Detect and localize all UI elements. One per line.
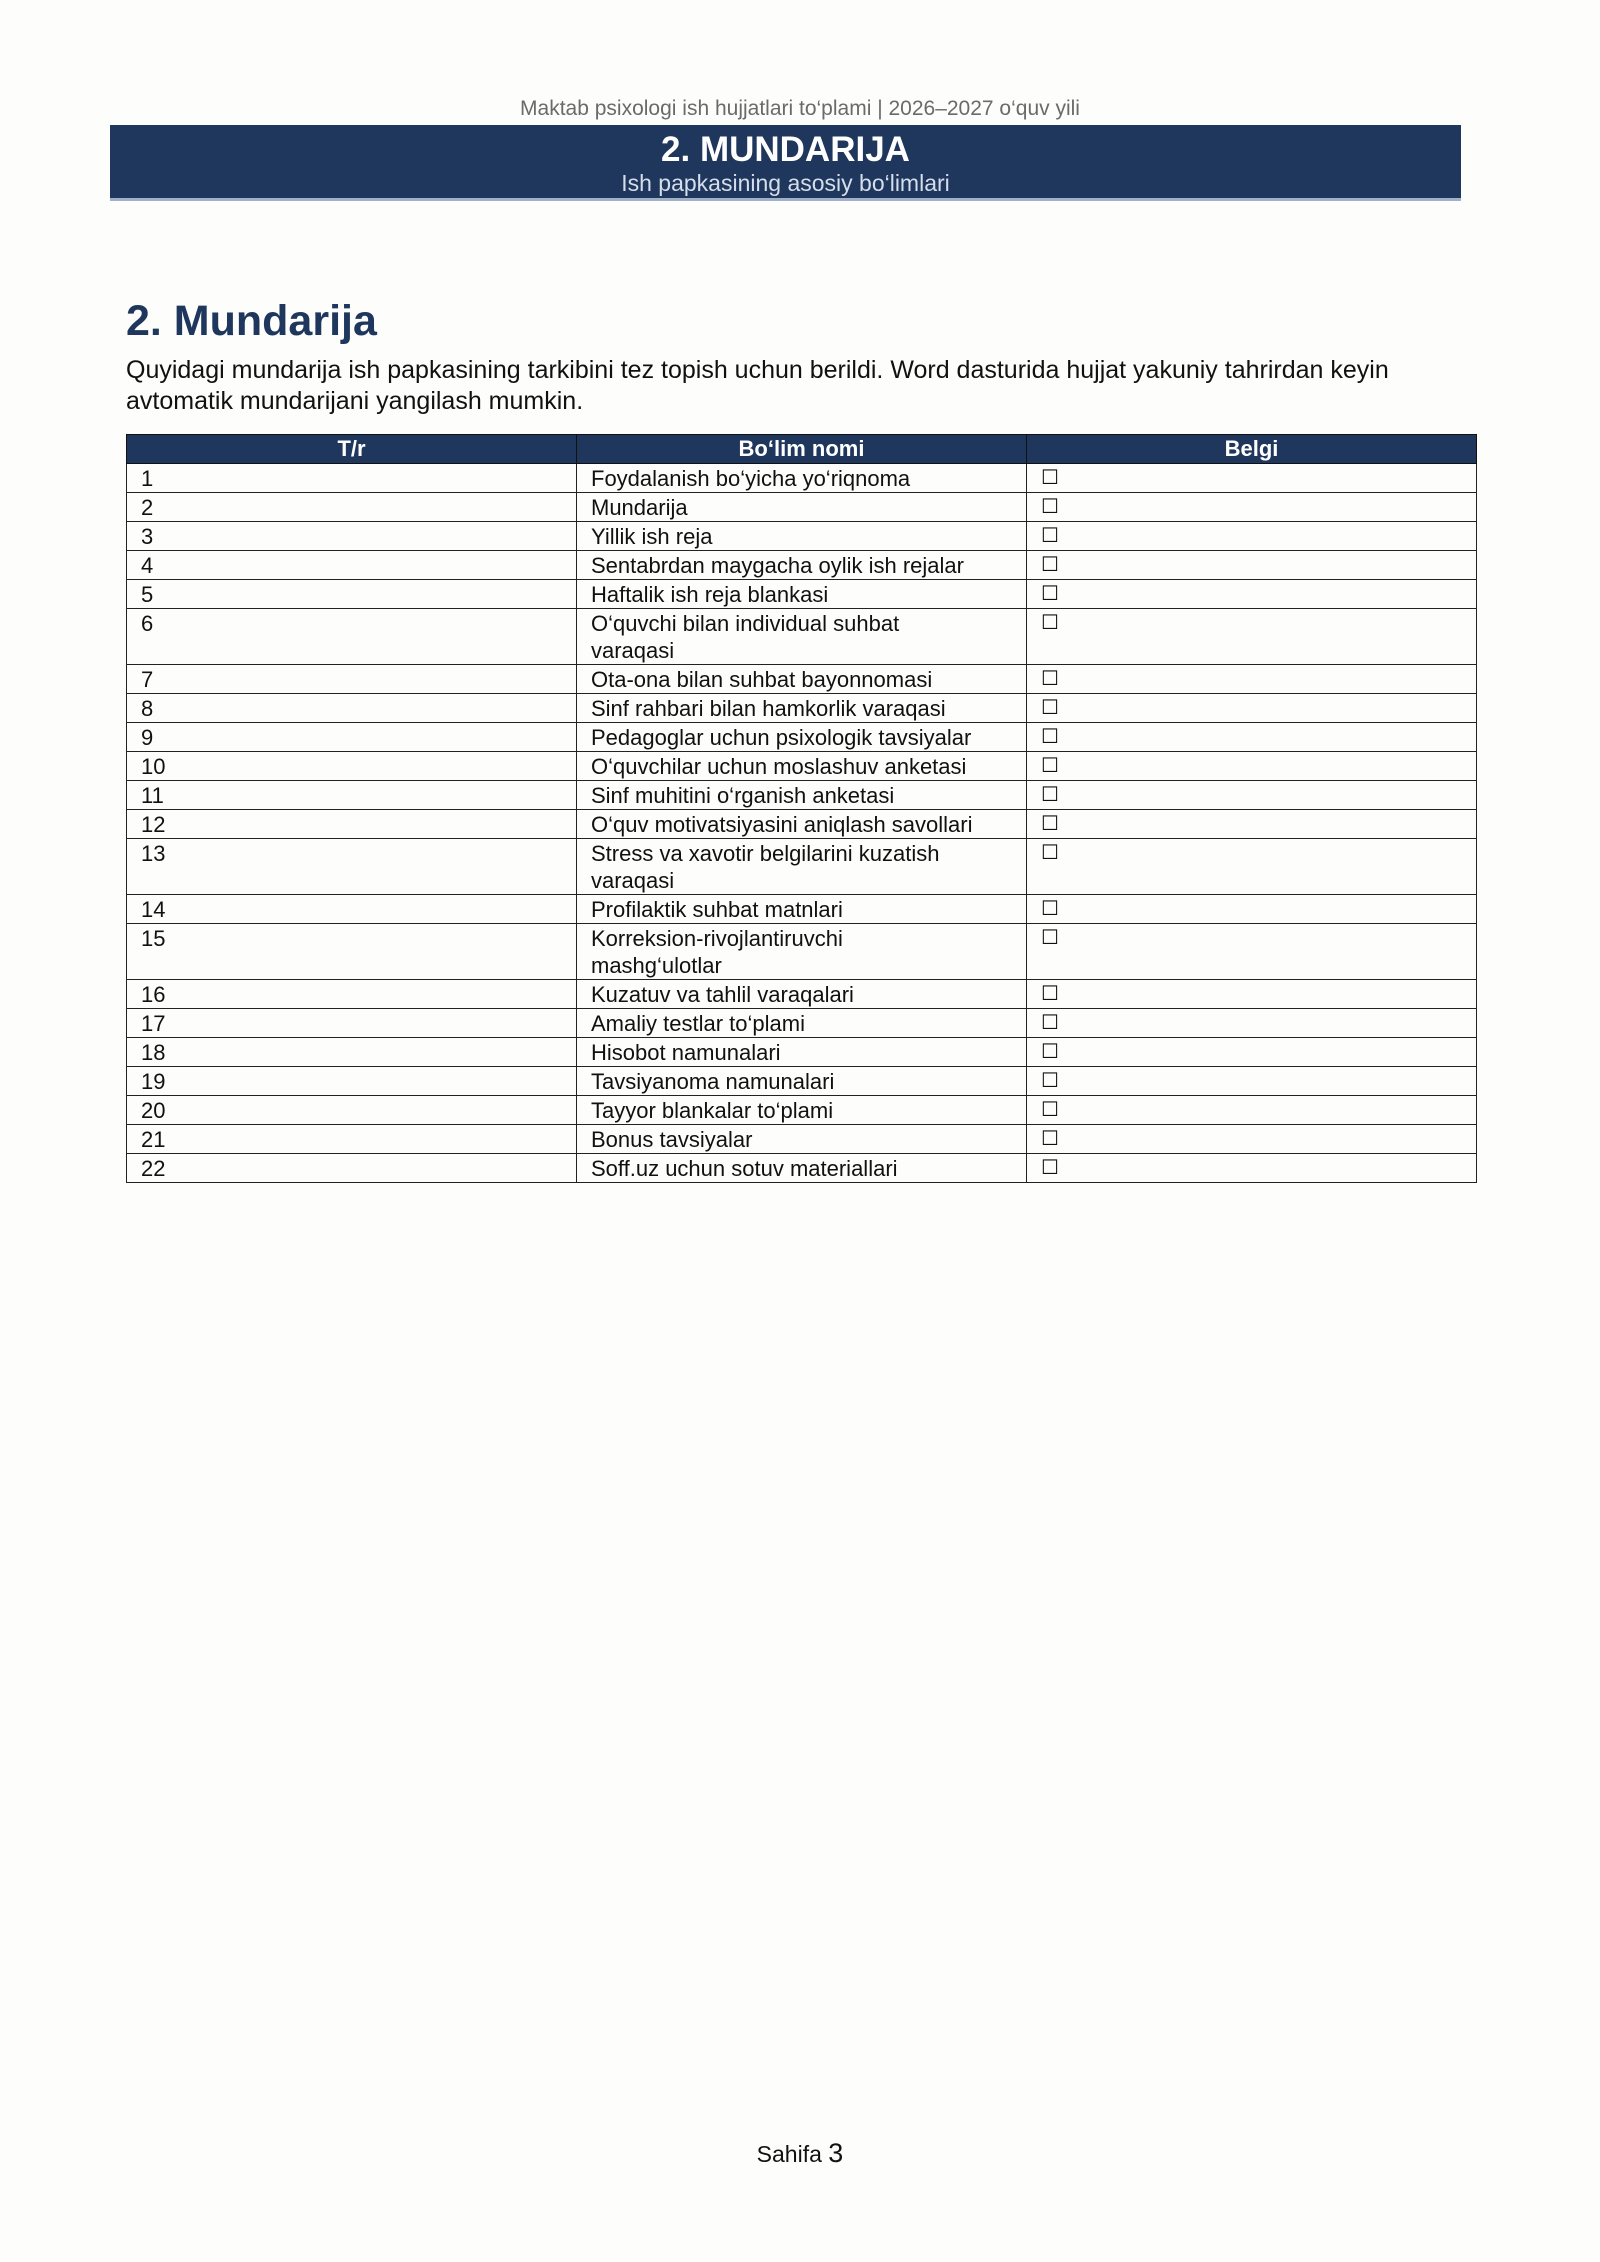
table-row bbox=[127, 551, 1477, 580]
row-number: 1 bbox=[127, 464, 577, 493]
table-row bbox=[127, 1009, 1477, 1038]
row-checkbox[interactable]: ☐ bbox=[1027, 781, 1477, 810]
row-number: 17 bbox=[127, 1009, 577, 1038]
column-header-mark: Belgi bbox=[1027, 435, 1477, 464]
page-number: 3 bbox=[828, 2138, 844, 2168]
table-row bbox=[127, 694, 1477, 723]
row-number: 9 bbox=[127, 723, 577, 752]
row-checkbox[interactable]: ☐ bbox=[1027, 1125, 1477, 1154]
chapter-banner bbox=[110, 125, 1461, 201]
intro-paragraph: Quyidagi mundarija ish papkasining tarkibini tez topish uchun berildi. Word dasturida hujjat yakuniy tahrirdan keyin avtomatik mundarijani yangilash mumkin. bbox=[126, 356, 1389, 415]
row-section-name: Stress va xavotir belgilarini kuzatish varaqasi bbox=[577, 839, 1027, 895]
row-section-name: Mundarija bbox=[577, 493, 1027, 522]
table-row bbox=[127, 1125, 1477, 1154]
row-number: 2 bbox=[127, 493, 577, 522]
row-section-name: Bonus tavsiyalar bbox=[577, 1125, 1027, 1154]
row-section-name: O‘quv motivatsiyasini aniqlash savollari bbox=[577, 810, 1027, 839]
row-number: 11 bbox=[127, 781, 577, 810]
table-row bbox=[127, 665, 1477, 694]
table-row bbox=[127, 580, 1477, 609]
row-number: 20 bbox=[127, 1096, 577, 1125]
column-header-section: Bo‘lim nomi bbox=[577, 435, 1027, 464]
row-checkbox[interactable]: ☐ bbox=[1027, 839, 1477, 895]
row-number: 14 bbox=[127, 895, 577, 924]
row-section-name: Soff.uz uchun sotuv materiallari bbox=[577, 1154, 1027, 1183]
row-section-name: Sinf rahbari bilan hamkorlik varaqasi bbox=[577, 694, 1027, 723]
row-section-name: Sinf muhitini o‘rganish anketasi bbox=[577, 781, 1027, 810]
row-number: 10 bbox=[127, 752, 577, 781]
row-checkbox[interactable]: ☐ bbox=[1027, 810, 1477, 839]
table-row bbox=[127, 1096, 1477, 1125]
row-section-name: Ota-ona bilan suhbat bayonnomasi bbox=[577, 665, 1027, 694]
row-section-name: O‘quvchilar uchun moslashuv anketasi bbox=[577, 752, 1027, 781]
row-number: 22 bbox=[127, 1154, 577, 1183]
row-section-name: Korreksion-rivojlantiruvchi mashg‘ulotlar bbox=[577, 924, 1027, 980]
row-checkbox[interactable]: ☐ bbox=[1027, 1009, 1477, 1038]
row-number: 21 bbox=[127, 1125, 577, 1154]
row-number: 3 bbox=[127, 522, 577, 551]
row-checkbox[interactable]: ☐ bbox=[1027, 551, 1477, 580]
row-checkbox[interactable]: ☐ bbox=[1027, 609, 1477, 665]
row-section-name: Tavsiyanoma namunalari bbox=[577, 1067, 1027, 1096]
row-checkbox[interactable]: ☐ bbox=[1027, 980, 1477, 1009]
row-checkbox[interactable]: ☐ bbox=[1027, 493, 1477, 522]
table-row bbox=[127, 1154, 1477, 1183]
table-row bbox=[127, 810, 1477, 839]
row-number: 15 bbox=[127, 924, 577, 980]
row-section-name: Haftalik ish reja blankasi bbox=[577, 580, 1027, 609]
row-number: 12 bbox=[127, 810, 577, 839]
row-checkbox[interactable]: ☐ bbox=[1027, 723, 1477, 752]
table-row bbox=[127, 895, 1477, 924]
row-checkbox[interactable]: ☐ bbox=[1027, 665, 1477, 694]
banner-title: 2. MUNDARIJA bbox=[661, 130, 910, 169]
row-checkbox[interactable]: ☐ bbox=[1027, 924, 1477, 980]
row-checkbox[interactable]: ☐ bbox=[1027, 694, 1477, 723]
row-checkbox[interactable]: ☐ bbox=[1027, 1038, 1477, 1067]
row-section-name: O‘quvchi bilan individual suhbat varaqasi bbox=[577, 609, 1027, 665]
row-number: 13 bbox=[127, 839, 577, 895]
table-row bbox=[127, 980, 1477, 1009]
banner-subtitle: Ish papkasining asosiy bo‘limlari bbox=[621, 170, 950, 196]
row-checkbox[interactable]: ☐ bbox=[1027, 464, 1477, 493]
table-row bbox=[127, 839, 1477, 895]
row-number: 6 bbox=[127, 609, 577, 665]
row-checkbox[interactable]: ☐ bbox=[1027, 580, 1477, 609]
table-row bbox=[127, 1067, 1477, 1096]
row-section-name: Sentabrdan maygacha oylik ish rejalar bbox=[577, 551, 1027, 580]
row-section-name: Profilaktik suhbat matnlari bbox=[577, 895, 1027, 924]
row-checkbox[interactable]: ☐ bbox=[1027, 895, 1477, 924]
row-number: 16 bbox=[127, 980, 577, 1009]
section-title: 2. Mundarija bbox=[126, 297, 377, 345]
table-row bbox=[127, 781, 1477, 810]
row-number: 19 bbox=[127, 1067, 577, 1096]
running-header: Maktab psixologi ish hujjatlari to‘plami | 2026–2027 o‘quv yili bbox=[520, 97, 1080, 120]
contents-table bbox=[126, 434, 1477, 1183]
row-section-name: Tayyor blankalar to‘plami bbox=[577, 1096, 1027, 1125]
table-row bbox=[127, 609, 1477, 665]
row-checkbox[interactable]: ☐ bbox=[1027, 752, 1477, 781]
page-label: Sahifa bbox=[756, 2141, 822, 2167]
row-number: 4 bbox=[127, 551, 577, 580]
page-footer bbox=[0, 2138, 1600, 2169]
row-section-name: Kuzatuv va tahlil varaqalari bbox=[577, 980, 1027, 1009]
row-section-name: Yillik ish reja bbox=[577, 522, 1027, 551]
row-number: 5 bbox=[127, 580, 577, 609]
row-section-name: Amaliy testlar to‘plami bbox=[577, 1009, 1027, 1038]
row-section-name: Foydalanish bo‘yicha yo‘riqnoma bbox=[577, 464, 1027, 493]
column-header-number: T/r bbox=[127, 435, 577, 464]
row-number: 18 bbox=[127, 1038, 577, 1067]
row-section-name: Hisobot namunalari bbox=[577, 1038, 1027, 1067]
row-checkbox[interactable]: ☐ bbox=[1027, 522, 1477, 551]
row-checkbox[interactable]: ☐ bbox=[1027, 1067, 1477, 1096]
row-checkbox[interactable]: ☐ bbox=[1027, 1096, 1477, 1125]
row-section-name: Pedagoglar uchun psixologik tavsiyalar bbox=[577, 723, 1027, 752]
table-row bbox=[127, 924, 1477, 980]
table-row bbox=[127, 464, 1477, 493]
table-row bbox=[127, 723, 1477, 752]
table-row bbox=[127, 493, 1477, 522]
table-row bbox=[127, 522, 1477, 551]
table-header-row bbox=[127, 435, 1477, 464]
table-row bbox=[127, 1038, 1477, 1067]
row-checkbox[interactable]: ☐ bbox=[1027, 1154, 1477, 1183]
row-number: 8 bbox=[127, 694, 577, 723]
table-row bbox=[127, 752, 1477, 781]
row-number: 7 bbox=[127, 665, 577, 694]
